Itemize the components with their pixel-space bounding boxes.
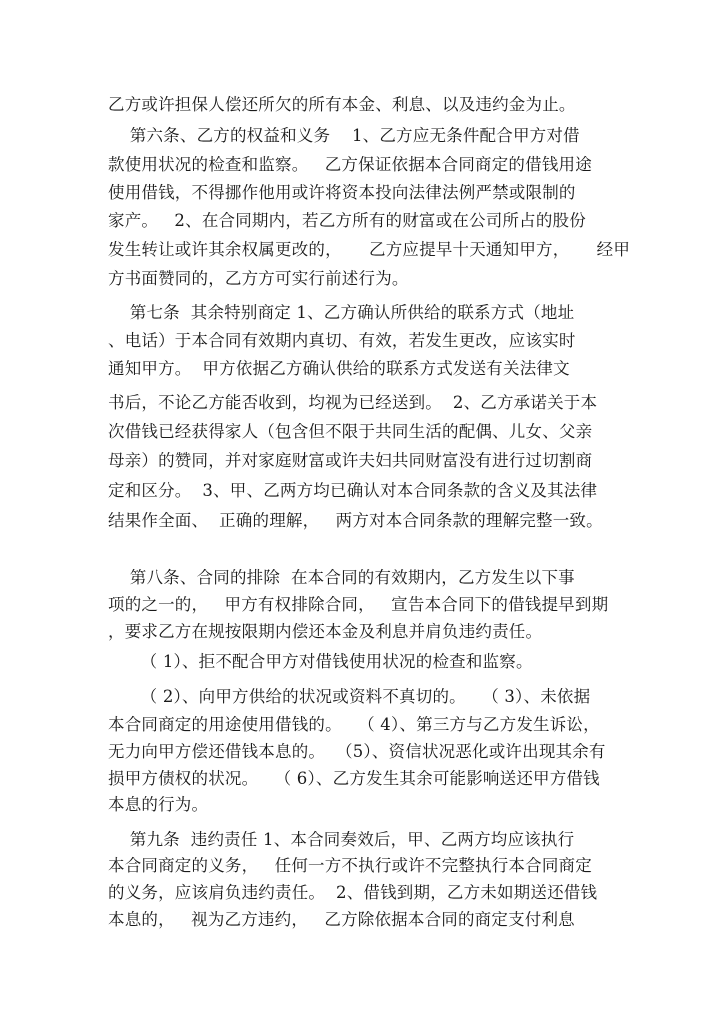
text-line: 无力向甲方偿还借钱本息的。 （5）、资信状况恶化或许出现其余有 (108, 742, 606, 761)
text-line: 、电话）于本合同有效期内真切、有效，若发生更改，应该实时 (108, 331, 576, 350)
text-line: 通知甲方。 甲方依据乙方确认供给的联系方式发送有关法律文 (108, 359, 570, 378)
text-line: （ 2）、向甲方供给的状况或资料不真切的。 （ 3）、未依据 (108, 687, 591, 706)
text-line: 第八条、合同的排除 在本合同的有效期内，乙方发生以下事 (108, 568, 575, 587)
text-line: 本合同商定的义务， 任何一方不执行或许不完整执行本合同商定 (108, 856, 592, 875)
text-line: 款使用状况的检查和监察。 乙方保证依据本合同商定的借钱用途 (108, 155, 592, 174)
text-line: （ 1）、拒不配合甲方对借钱使用状况的检查和监察。 (108, 652, 533, 671)
text-line: 发生转让或许其余权属更改的， 乙方应提早十天通知甲方， 经甲 (108, 240, 631, 259)
text-line: 项的之一的， 甲方有权排除合同， 宣告本合同下的借钱提早到期 (108, 595, 609, 614)
text-line: 本息的行为。 (108, 795, 209, 814)
text-line: 第九条 违约责任 1、本合同奏效后，甲、乙两方均应该执行 (108, 830, 575, 849)
text-line: 方书面赞同的，乙方方可实行前述行为。 (108, 269, 409, 288)
text-line: 使用借钱，不得挪作他用或许将资本投向法律法例严禁或限制的 (108, 183, 576, 202)
text-line: 家产。 2、在合同期内，若乙方所有的财富或在公司所占的股份 (108, 211, 586, 230)
text-line: 乙方或许担保人偿还所欠的所有本金、利息、以及违约金为止。 (108, 95, 576, 114)
text-line: 损甲方债权的状况。 （ 6）、乙方发生其余可能影响送还甲方借钱 (108, 769, 600, 788)
text-line: 第六条、乙方的权益和义务 1、乙方应无条件配合甲方对借 (108, 126, 580, 145)
text-line: 本合同商定的用途使用借钱的。 （ 4）、第三方与乙方发生诉讼， (108, 715, 600, 734)
text-line: 第七条 其余特别商定 1、乙方确认所供给的联系方式（地址 (108, 303, 575, 322)
text-line: 母亲）的赞同，并对家庭财富或许夫妇共同财富没有进行过切割商 (108, 451, 593, 470)
text-line: 的义务，应该肩负违约责任。 2、借钱到期，乙方未如期送还借钱 (108, 883, 598, 902)
text-line: 本息的， 视为乙方违约， 乙方除依据本合同的商定支付利息 (108, 910, 575, 929)
text-line: 次借钱已经获得家人（包含但不限于共同生活的配偶、儿女、父亲 (108, 422, 593, 441)
text-line: 书后，不论乙方能否收到，均视为已经送到。 2、乙方承诺关于本 (108, 393, 598, 412)
text-line: ，要求乙方在规按限期内偿还本金及利息并肩负违约责任。 (108, 622, 543, 641)
text-line: 结果作全面、 正确的理解， 两方对本合同条款的理解完整一致。 (108, 511, 603, 530)
text-line: 定和区分。 3、甲、乙两方均已确认对本合同条款的含义及其法律 (108, 481, 598, 500)
